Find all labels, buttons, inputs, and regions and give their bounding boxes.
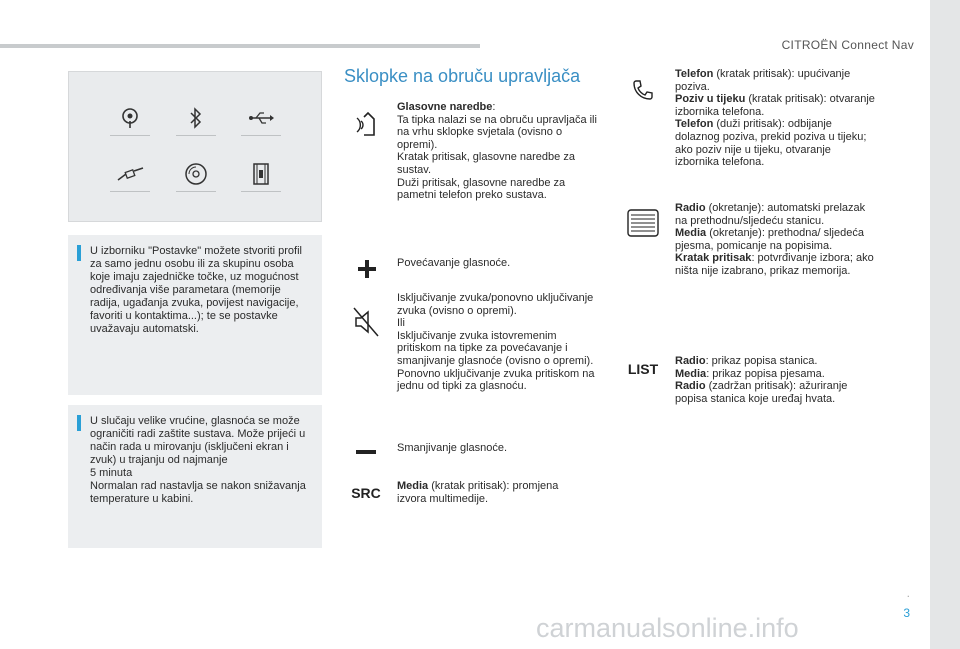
page-continuation-mark: .: [906, 586, 910, 600]
watermark-text: carmanualsonline.info: [536, 613, 799, 643]
entry-bold: Kratak pritisak: [675, 252, 752, 265]
entry-text: (kratak pritisak): otvaranje izbornika telefona.: [675, 93, 875, 118]
entry-text: Isključivanje zvuka/ponovno uključivanje zvuka (ovisno o opremi). Ili Isključivanje zvuka istovremenim pritiskom na tipke za povećavanje i smanjivanje glasnoće (ovisno o opremi). Ponovno uključivanje zvuka pritiskom na jednu od tipki za glasnoću.: [397, 292, 595, 393]
entry-text: Smanjivanje glasnoće.: [397, 442, 508, 454]
list-entry: [675, 355, 875, 405]
entry-bold: Radio: [675, 380, 706, 393]
info-note-profiles: [68, 235, 322, 395]
entry-text: (zadržan pritisak): ažuriranje popisa stanica koje uređaj hvata.: [675, 380, 848, 405]
page-number: 3: [903, 606, 910, 620]
info-marker-icon: [77, 245, 81, 261]
src-button-label: SRC: [351, 485, 381, 501]
entry-text: (kratak pritisak): upućivanje poziva.: [675, 68, 851, 93]
entry-bold: Radio: [675, 202, 706, 214]
phone-entry: [675, 68, 875, 169]
entry-bold: Radio: [675, 355, 706, 367]
mute-icon: [351, 305, 381, 339]
note-text: U slučaju velike vrućine, glasnoća se može ograničiti radi zaštite sustava. Može prijeći u način rada u mirovanju (isključeni ekran i zvuk) u trajanju od najmanje 5 minuta Normalan rad nastavlja se nakon snižavanja temperature u kabini.: [90, 415, 306, 505]
source-icons-panel: [68, 71, 322, 222]
entry-text: (okretanje): automatski prelazak na prethodnu/sljedeću stanicu.: [675, 202, 866, 227]
header-rule: [0, 44, 480, 48]
entry-bold: Telefon: [675, 68, 714, 80]
bluetooth-icon: [176, 100, 216, 136]
voice-command-icon: [350, 107, 384, 141]
entry-text: (duži pritisak): odbijanje dolaznog poziva, prekid poziva u tijeku; ako poziv nije u tijeku, otvaranje izbornika telefona.: [675, 118, 867, 169]
entry-text: Povećavanje glasnoće.: [397, 257, 511, 269]
plus-icon: [356, 258, 378, 280]
entry-bold: Glasovne naredbe: [397, 101, 493, 113]
aux-cable-icon: [110, 156, 150, 192]
entry-text: (okretanje): prethodna/ sljedeća pjesma, pomicanje na popisima.: [675, 227, 864, 252]
thumbwheel-icon: [626, 208, 660, 238]
entry-bold: Media: [675, 227, 707, 240]
minus-icon: [355, 446, 377, 458]
phone-icon: [628, 75, 658, 105]
entry-bold: Poziv u tijeku: [675, 93, 746, 106]
entry-text: (kratak pritisak): promjena izvora multimedije.: [397, 480, 559, 505]
info-marker-icon: [77, 415, 81, 431]
location-pin-icon: [110, 100, 150, 136]
usb-icon: [241, 100, 281, 136]
thumbwheel-entry: [675, 202, 875, 278]
entry-bold: Media: [675, 367, 707, 380]
mute-entry: [397, 292, 597, 393]
page-side-band: [930, 0, 960, 649]
info-note-heat: [68, 405, 322, 548]
media-file-icon: [241, 156, 281, 192]
entry-text: : potvrđivanje izbora; ako ništa nije izabrano, prikaz memorija.: [675, 252, 874, 277]
entry-text: : prikaz popisa stanica.: [705, 355, 818, 367]
header-title: CITROËN Connect Nav: [781, 38, 914, 52]
voice-command-entry: [397, 101, 597, 202]
list-button-label: LIST: [627, 361, 659, 377]
volume-up-entry: [397, 257, 597, 270]
entry-bold: Media: [397, 480, 429, 492]
entry-bold: Telefon: [675, 118, 714, 131]
note-text: U izborniku "Postavke" možete stvoriti profil za samo jednu osobu ili za skupinu osoba koje imaju zajedničke točke, uz mogućnost određivanja više parametara (memorije radija, ugađanja zvuka, povijest navigacije, favoriti u kontaktima...); te se postavke uvažavaju automatski.: [90, 245, 302, 335]
volume-down-entry: [397, 442, 597, 455]
entry-text: : Ta tipka nalazi se na obruču upravljača ili na vrhu sklopke svjetala (ovisno o opremi). Kratak pritisak, glasovne naredbe za sustav. Duži pritisak, glasovne naredbe za pametni telefon preko sustava.: [397, 101, 597, 202]
source-entry: [397, 480, 587, 505]
entry-text: : prikaz popisa pjesama.: [706, 367, 825, 380]
section-title: Sklopke na obruču upravljača: [344, 66, 581, 86]
cd-disc-icon: [176, 156, 216, 192]
